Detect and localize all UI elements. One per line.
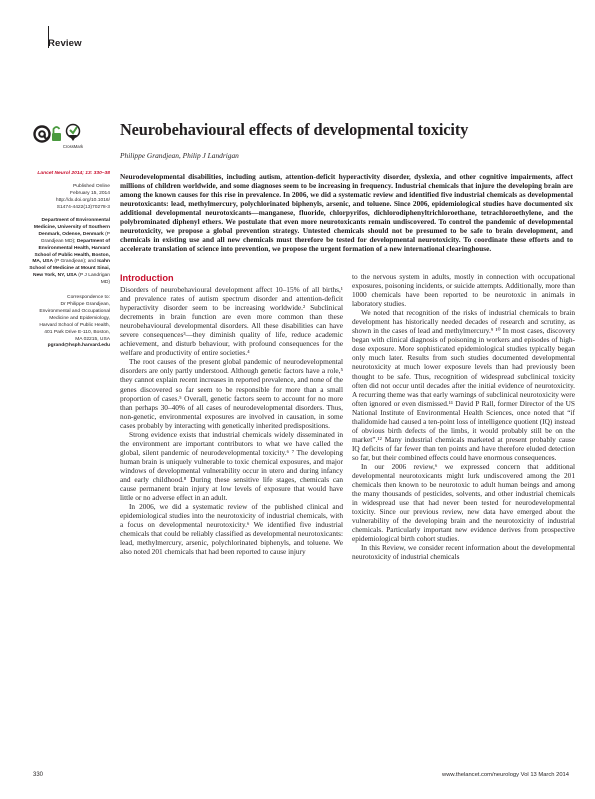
body-column-1 <box>120 272 343 556</box>
correspondence-label: Correspondence to: <box>67 295 110 301</box>
paragraph: Strong evidence exists that industrial chemicals widely disseminated in the environment are important contributors to what we have called the global, silent pandemic of neurodevelopmental toxicity.⁶ ⁷ The developing human brain is uniquely vulnerable to toxic chemical exposures, and major windows of developmental vulnerability occur in utero and during infancy and early childhood.⁸ During these sensitive life stages, chemicals can cause permanent brain injury at low levels of exposure that would have little or no adverse effect in an adult. <box>120 429 343 503</box>
open-lock-icon <box>52 127 61 141</box>
logo-group <box>33 121 111 151</box>
crossmark-label: CrossMark <box>62 144 84 149</box>
correspondence-line-1: Dr Philippe Grandjean, <box>60 302 110 307</box>
affiliation-2-author: (P Grandjean); and <box>52 259 98 265</box>
correspondence-email[interactable]: pgrand@hsph.harvard.edu <box>47 343 110 349</box>
paragraph: to the nervous system in adults, mostly in connection with occupational exposures, poisoning incidents, or suicide attempts. Additionally, more than 1000 chemicals have been reported to be neurotoxic in animals in laboratory studies. <box>352 272 575 309</box>
abstract: Neurodevelopmental disabilities, including autism, attention-deficit hyperactivity disorder, dyslexia, and other cognitive impairments, affect millions of children worldwide, and some diagnoses seem to be increasing in frequency. Industrial chemicals that injure the developing brain are among the known causes for this rise in prevalence. In 2006, we did a systematic review and identified five industrial chemicals as developmental neurotoxicants: lead, methylmercury, polychlorinated biphenyls, arsenic, and toluene. Since 2006, epidemiological studies have documented six additional developmental neurotoxicants—manganese, fluoride, chlorpyrifos, dichlorodiphenyltrichloroethane, tetrachloroethylene, and the polybrominated diphenyl ethers. We postulate that even more neurotoxicants remain undiscovered. To control the pandemic of developmental neurotoxicity, we propose a global prevention strategy. Untested chemicals should not be presumed to be safe to brain development, and chemicals in existing use and all new chemicals must therefore be tested for developmental neurotoxicity. To coordinate these efforts and to accelerate translation of science into prevention, we propose the urgent formation of a new international clearinghouse. <box>120 172 573 254</box>
affiliation-1: Department of Environmental Medicine, University of Southern Denmark, Odense, Denmark <box>33 218 110 237</box>
correspondence-line-3: Medicine and Epidemiology, <box>49 315 110 321</box>
correspondence-line-5: 401 Park Drive E-110, Boston, <box>44 329 110 335</box>
affiliation-1-author: (P Grandjean MD); <box>40 231 110 244</box>
affiliation-3-author: (P J Landrigan MD) <box>76 273 110 286</box>
section-label: Review <box>48 38 82 49</box>
article-authors: Philippe Grandjean, Philip J Landrigan <box>120 151 239 160</box>
correspondence-line-6: MA 02215, USA <box>75 336 110 342</box>
published-online-label: Published Online <box>73 184 110 190</box>
doi-line-2[interactable]: S1474-4422(13)70278-3 <box>56 205 110 211</box>
footer-journal-info: www.thelancet.com/neurology Vol 13 March 2014 <box>442 772 569 778</box>
page-number: 330 <box>33 772 44 778</box>
sidebar-meta <box>25 171 110 357</box>
affiliation-2: Department of Environmental Health, Harvard School of Public Health, Boston, MA, USA <box>32 238 110 265</box>
paragraph: Disorders of neurobehavioural development affect 10–15% of all births,¹ and prevalence rates of autism spectrum disorder and attention-deficit hyperactivity disorder seem to be increasing worldwide.² Subclinical decrements in brain function are even more common than these neurobehavioural developmental disorders. All these disabilities can have severe consequences³—they diminish quality of life, reduce academic achievement, and disturb behaviour, with profound consequences for the welfare and productivity of entire societies.⁴ <box>120 285 343 358</box>
paragraph: In 2006, we did a systematic review of the published clinical and epidemiological studies into the neurotoxicity of industrial chemicals, with a focus on developmental neurotoxicity.⁶ We identified five industrial chemicals that could be reliably classified as developmental neurotoxicants: lead, methylmercury, arsenic, polychlorinated biphenyls, and toluene. We also noted 201 chemicals that had been reported to cause injury <box>120 502 343 557</box>
correspondence-line-2: Environmental and Occupational <box>39 308 110 314</box>
published-date: February 15, 2014 <box>70 191 110 197</box>
article-title: Neurobehavioural effects of developmental toxicity <box>120 120 469 139</box>
crossmark-icon[interactable] <box>63 125 84 150</box>
intro-heading: Introduction <box>120 273 174 283</box>
affiliation-3: Icahn School of Medicine at Mount Sinai, New York, NY, USA <box>29 259 110 279</box>
paragraph: In our 2006 review,⁶ we expressed concern that additional developmental neurotoxicants might lurk undiscovered among the 201 chemicals then known to be neurotoxic to adult human beings and among the many thousands of pesticides, solvents, and other industrial chemicals in widespread use that had never been tested for neurodevelopmental toxicity. Since our previous review, new data have emerged about the vulnerability of the developing brain and the neurotoxicity of industrial chemicals. Particularly important new evidence derives from prospective epidemiological birth cohort studies. <box>352 461 575 544</box>
body-column-2 <box>352 272 575 562</box>
paragraph: In this Review, we consider recent information about the developmental neurotoxicity of industrial chemicals <box>352 543 575 562</box>
correspondence-line-4: Harvard School of Public Health, <box>39 322 110 328</box>
paragraph: The root causes of the present global pandemic of neurodevelopmental disorders are only partly understood. Although genetic factors have a role,⁵ they cannot explain recent increases in reported prevalence, and none of the genes discovered so far seem to be responsible for more than a small proportion of cases.⁵ Overall, genetic factors seem to account for no more than perhaps 30–40% of all cases of neurodevelopmental disorders. Thus, non-genetic, environmental exposures are involved in causation, in some cases probably by interacting with genetically inherited predispositions. <box>120 357 343 430</box>
oa-at-icon <box>35 127 50 142</box>
journal-reference: Lancet Neurol 2014; 13: 330–38 <box>37 171 110 176</box>
doi-line-1[interactable]: http://dx.doi.org/10.1016/ <box>55 198 110 204</box>
paragraph: We noted that recognition of the risks of industrial chemicals to brain development has historically needed decades of research and scrutiny, as shown in the cases of lead and methylmercury.⁹ ¹⁰ In most cases, discovery began with clinical diagnosis of poisoning in workers and episodes of high-dose exposure. More sophisticated epidemiological studies typically began only much later. Results from such studies documented developmental neurotoxicity at much lower exposure levels than had previously been thought to be safe. Thus, recognition of widespread subclinical toxicity often did not occur until decades after the initial evidence of neurotoxicity. A recurring theme was that early warnings of subclinical neurotoxicity were often ignored or even dismissed.¹¹ David P Rall, former Director of the US National Institute of Environmental Health Sciences, once noted that “if thalidomide had caused a ten-point loss of intelligence quotient (IQ) instead of obvious birth defects of the limbs, it would probably still be on the market”.¹² Many industrial chemicals marketed at present probably cause IQ deficits of far fewer than ten points and have therefore eluded detection so far, but their combined effects could have enormous consequences. <box>352 308 575 462</box>
